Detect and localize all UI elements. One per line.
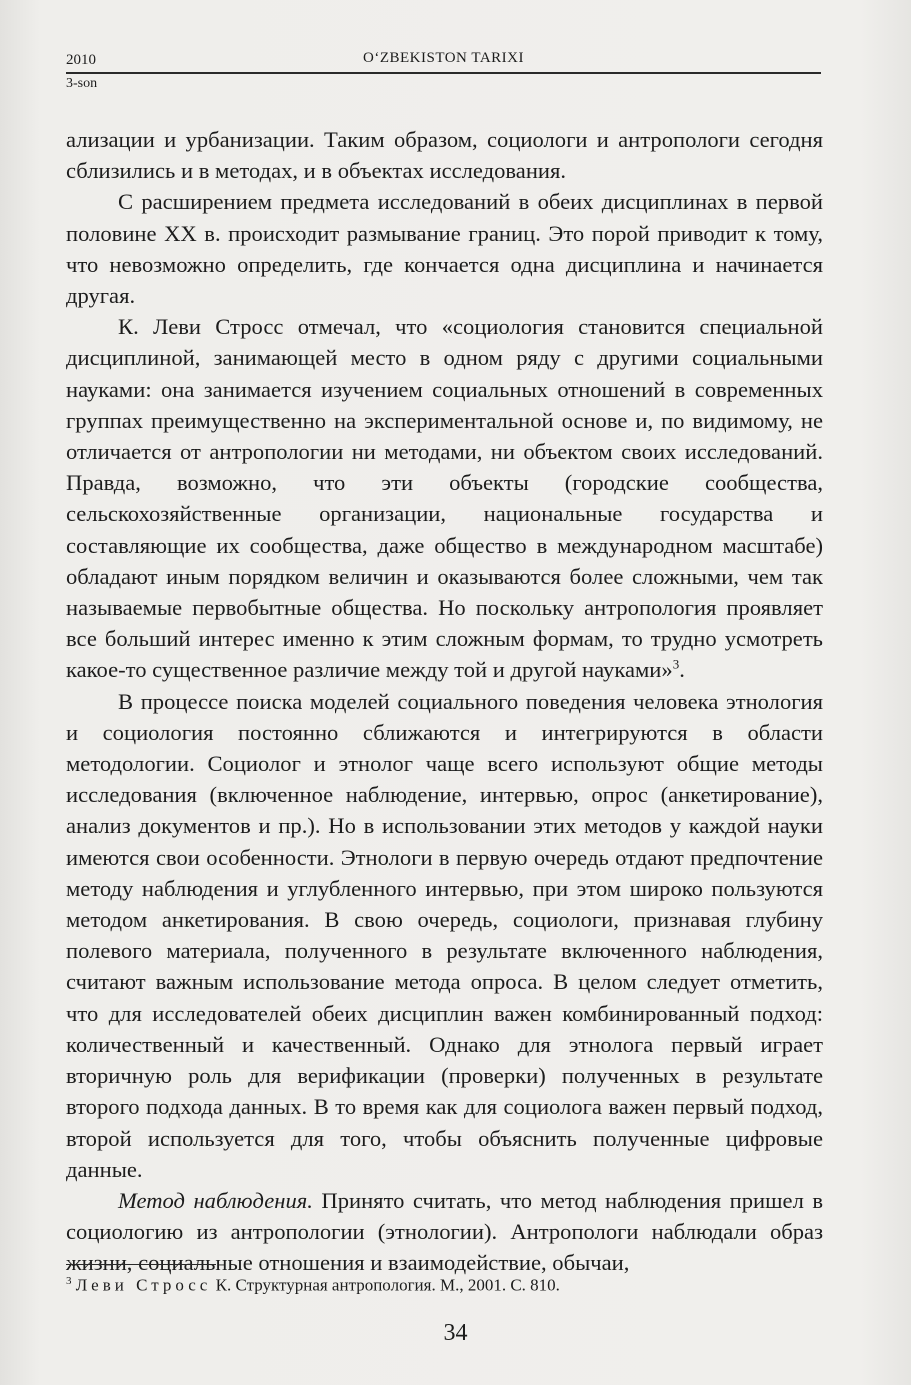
footnote-author: Леви Стросс (75, 1275, 212, 1295)
paragraph-4: В процессе поиска моделей социального поведения человека этнология и социология постоянно сближаются и интегрируются в области методологии. Социолог и этнолог чаще всего используют общие методы исследования (включенное наблюдение, интервью, опрос (анкетирование), анализ документов и пр.). Но в использовании этих методов у каждой науки имеются свои особенности. Этнологи в первую очередь отдают предпочтение методу наблюдения и углубленного интервью, при этом широко пользуются методом анкетирования. В свою очередь, социологи, признавая глубину полевого материала, полученного в результате включенного наблюдения, считают важным использование метода опроса. В целом следует отметить, что для исследователей обеих дисциплин важен комбинированный подход: количественный и качественный. Однако для этнолога первый играет вторичную роль для верификации (проверки) полученных в результате второго подхода данных. В то время как для социолога важен первый подход, второй используется для того, чтобы объяснить полученные цифровые данные. (66, 688, 823, 1182)
paragraph-3 (66, 311, 823, 685)
running-header (66, 50, 821, 90)
header-year: 2010 (66, 52, 96, 68)
footnote-rule (66, 1264, 216, 1265)
footnote-text: К. Структурная антропология. М., 2001. С. 810. (215, 1275, 560, 1295)
paragraph-2: С расширением предмета исследований в обеих дисциплинах в первой половине XX в. происходит размывание границ. Это порой приводит к тому, что невозможно определить, где кончается одна дисциплина и начинается другая. (66, 189, 823, 309)
footnote (66, 1270, 823, 1297)
footnote-reference: 3 (672, 656, 680, 672)
footnote-number: 3 (66, 1275, 72, 1287)
header-issue: 3-son (66, 76, 98, 91)
body-text (66, 124, 823, 1279)
header-journal-title: O‘ZBEKISTON TARIXI (363, 50, 524, 66)
page-number: 34 (443, 1320, 468, 1346)
header-rule (66, 72, 821, 74)
paragraph-3-text: К. Леви Стросс отмечал, что «социология становится специальной дисциплиной, занимающей место в одном ряду с другими социальными науками: она занимается изучением социальных отношений в современных группах преимущественно на экспериментальной основе и, по видимому, не отличается от антропологии ни методами, ни объектом своих исследований. Правда, возможно, что эти объекты (городские сообщества, сельскохозяйственные организации, национальные государства и составляющие их сообщества, даже общество в международном масштабе) обладают иным порядком величин и оказываются более сложными, чем так называемые первобытные общества. Но поскольку антропология проявляет все больший интерес именно к этим сложным формам, то трудно усмотреть какое-то существенное различие между той и другой науками» (66, 314, 823, 683)
paragraph-1: ализации и урбанизации. Таким образом, социологи и антропологи сегодня сблизились и в методах, и в объектах исследования. (66, 127, 823, 184)
paragraph-5-text: Принято считать, что метод наблюдения пришел в социологию из антропологии (этнологии). Антропологи наблюдали образ жизни, социальные отношения и взаимодействие, обычаи, (66, 1187, 823, 1276)
section-heading-observation-method: Метод наблюдения. (118, 1187, 313, 1213)
paragraph-3-end: . (679, 657, 685, 683)
